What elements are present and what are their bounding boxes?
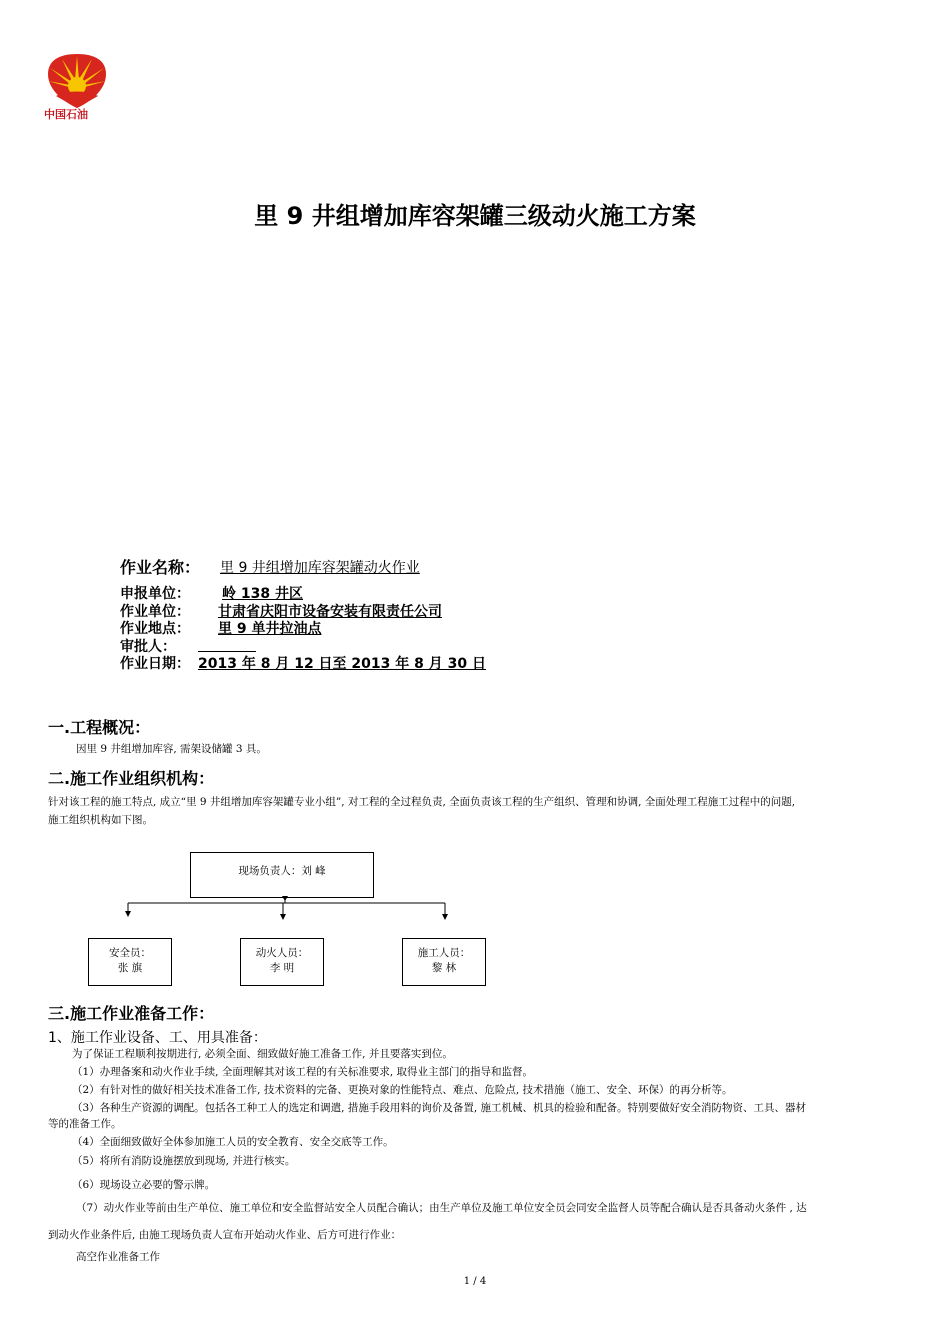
section3-item4: （4）全面细致做好全体参加施工人员的安全教育、安全交底等工作。 — [72, 1136, 394, 1148]
section2-line1: 针对该工程的施工特点, 成立“里 9 井组增加库容架罐专业小组”, 对工程的全过程负责, 全面负责该工程的生产组织、管理和协调, 全面处理工程施工过程中的问题, — [48, 796, 796, 808]
org-top-box — [190, 852, 374, 898]
work-unit-value: 甘肃省庆阳市设备安装有限责任公司 — [218, 604, 442, 620]
org-construction-box — [402, 938, 486, 986]
section3-item3b: 等的准备工作。 — [48, 1118, 122, 1130]
section1-heading: 一.工程概况： — [48, 718, 151, 737]
section2-heading: 二.施工作业组织机构： — [48, 769, 215, 788]
report-unit-label: 申报单位： — [120, 586, 190, 602]
section3-item3a: （3）各种生产资源的调配。包括各工种工人的选定和调遣, 措施手段用料的询价及备置, 施工机械、机具的检验和配备。特别要做好安全消防物资、工具、器材 — [72, 1102, 807, 1114]
work-unit-label: 作业单位： — [120, 604, 190, 620]
section1-text: 因里 9 井组增加库容, 需架设储罐 3 具。 — [76, 743, 267, 755]
section3-subheading: 1、施工作业设备、工、用具准备： — [48, 1030, 267, 1046]
org-safety-name: 张 旗 — [117, 962, 143, 974]
org-fire-box — [240, 938, 324, 986]
org-fire-name: 李 明 — [269, 962, 295, 974]
approver-blank — [198, 651, 256, 652]
page-number: 1 / 4 — [463, 1276, 487, 1287]
work-date-label: 作业日期： — [120, 656, 190, 672]
approver-label: 审批人： — [120, 639, 176, 655]
org-safety-title: 安全员： — [109, 947, 151, 959]
work-name-value: 里 9 井组增加库容架罐动火作业 — [220, 560, 420, 576]
report-unit-value: 岭 138 井区 — [222, 586, 303, 602]
section3-item7a: （7）动火作业等前由生产单位、施工单位和安全监督站安全人员配合确认；由生产单位及施工单位安全员会同安全监督人员等配合确认是否具备动火条件 , 达 — [76, 1202, 807, 1214]
org-construction-name: 黎 林 — [431, 962, 457, 974]
section3-item8: 高空作业准备工作 — [76, 1251, 160, 1263]
section3-item5: （5）将所有消防设施摆放到现场, 并进行核实。 — [72, 1155, 296, 1167]
org-fire-title: 动火人员： — [255, 947, 309, 959]
org-construction-title: 施工人员： — [417, 947, 471, 959]
section3-item6: （6）现场设立必要的警示牌。 — [72, 1179, 216, 1191]
section3-intro: 为了保证工程顺利按期进行, 必须全面、细致做好施工准备工作, 并且要落实到位。 — [72, 1048, 453, 1060]
work-name-label: 作业名称： — [120, 558, 201, 577]
work-place-label: 作业地点： — [120, 621, 190, 637]
section3-item7b: 到动火作业条件后, 由施工现场负责人宣布开始动火作业、后方可进行作业： — [48, 1229, 402, 1241]
section3-item2: （2）有针对性的做好相关技术准备工作, 技术资料的完备、更换对象的性能特点、难点、危险点, 技术措施（施工、安全、环保）的再分析等。 — [72, 1084, 733, 1096]
petrochina-sun-logo-icon — [42, 50, 112, 110]
work-place-value: 里 9 单井拉油点 — [218, 621, 322, 637]
section3-heading: 三.施工作业准备工作： — [48, 1004, 215, 1023]
org-top-text: 现场负责人：刘 峰 — [238, 865, 326, 877]
org-connectors — [120, 896, 460, 926]
org-safety-box — [88, 938, 172, 986]
logo-text: 中国石油 — [44, 108, 88, 121]
section3-item1: （1）办理备案和动火作业手续, 全面理解其对该工程的有关标准要求, 取得业主部门的指导和监督。 — [72, 1066, 534, 1078]
work-date-value: 2013 年 8 月 12 日至 2013 年 8 月 30 日 — [198, 656, 486, 672]
section2-line2: 施工组织机构如下图。 — [48, 814, 153, 826]
document-title: 里 9 井组增加库容架罐三级动火施工方案 — [254, 202, 696, 230]
